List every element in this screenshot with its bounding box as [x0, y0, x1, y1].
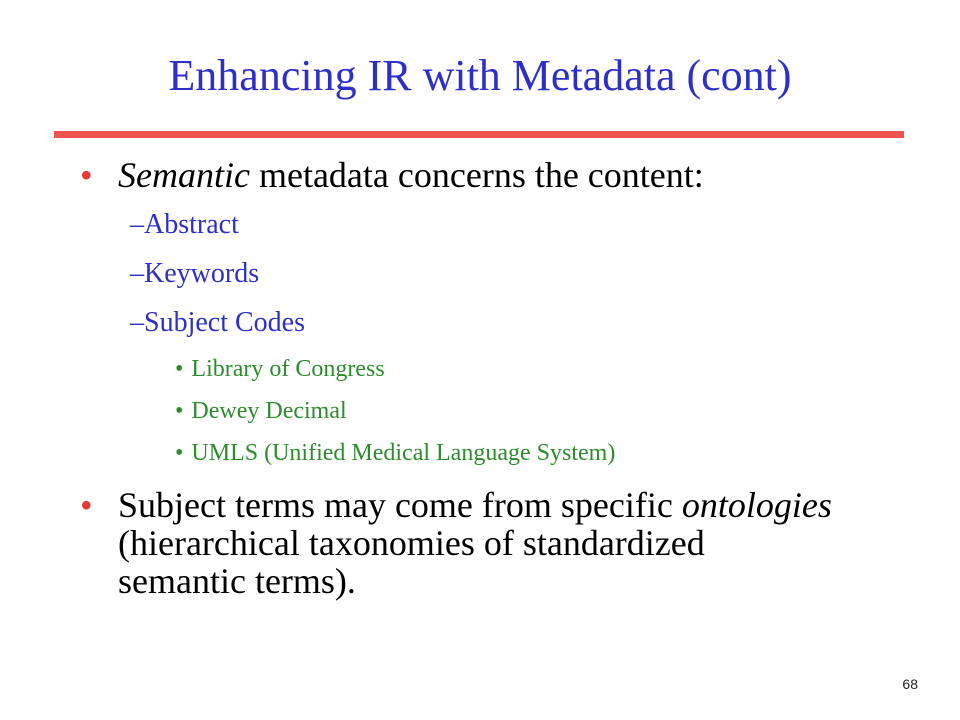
subsubitem-umls — [175, 439, 615, 467]
bullet-text-rest: metadata concerns the content: — [249, 155, 704, 195]
bullet-marker: • — [175, 398, 184, 424]
subitem-label: Keywords — [144, 258, 260, 289]
subsubitem-library-of-congress — [175, 355, 385, 383]
dash-marker: – — [130, 258, 144, 289]
bullet-text-before: Subject terms may come from specific — [118, 485, 682, 525]
subitem-label: Abstract — [144, 209, 239, 240]
dash-marker: – — [130, 209, 144, 240]
subsubitem-label: Dewey Decimal — [191, 398, 347, 424]
subsubitem-label: Library of Congress — [191, 356, 385, 382]
bullet-semantic-metadata — [80, 156, 880, 196]
bullet-marker: • — [175, 440, 184, 466]
subsubitem-dewey-decimal — [175, 397, 347, 425]
slide-number: 68 — [902, 676, 918, 692]
bullet-marker: • — [175, 356, 184, 382]
subitem-label: Subject Codes — [144, 307, 305, 338]
subitem-subject-codes — [130, 307, 305, 339]
bullet-marker: • — [80, 485, 93, 525]
dash-marker: – — [130, 307, 144, 338]
title-divider — [54, 131, 904, 138]
bullet-marker: • — [80, 155, 93, 195]
bullet-text — [118, 156, 838, 194]
bullet-subject-terms — [80, 486, 880, 616]
bullet-text-after: (hierarchical taxonomies of standardized semantic terms). — [118, 523, 705, 601]
subitem-abstract — [130, 209, 239, 241]
italic-term-ontologies: ontologies — [681, 485, 832, 525]
subitem-keywords — [130, 258, 259, 290]
subsubitem-label: UMLS (Unified Medical Language System) — [191, 440, 616, 466]
slide-title: Enhancing IR with Metadata (cont) — [168, 51, 792, 100]
italic-term-semantic: Semantic — [118, 155, 250, 195]
bullet-text — [118, 486, 838, 600]
